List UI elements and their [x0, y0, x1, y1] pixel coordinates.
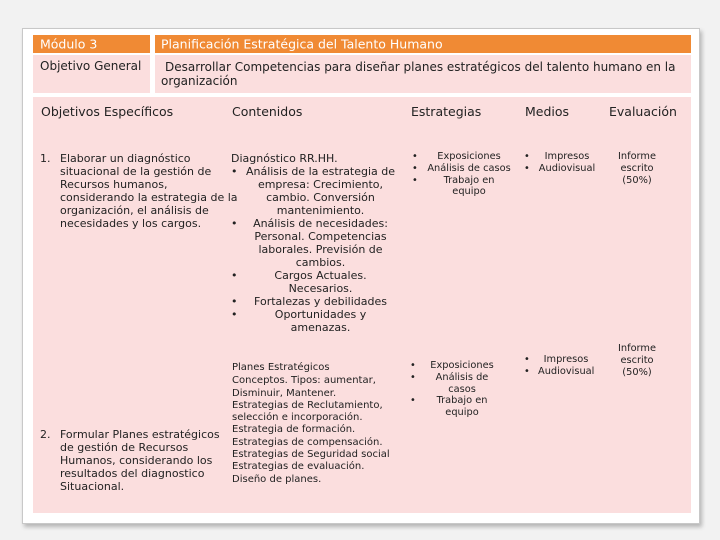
list-item: • Audiovisual: [524, 366, 594, 378]
col-header-evaluacion: Evaluación: [609, 104, 677, 119]
list-item: • Análisis de casos: [410, 372, 500, 396]
contenido-2-line: selección e incorporación.: [232, 412, 363, 424]
contenido-1: [231, 152, 396, 334]
list-item: • Audiovisual: [524, 163, 596, 175]
contenido-2-title: Planes Estratégicos: [232, 362, 330, 373]
col-header-medios: Medios: [525, 104, 570, 119]
list-item: • Fortalezas y debilidades: [231, 295, 396, 308]
objetivo-2-number: 2.: [40, 428, 51, 441]
list-item: • Análisis de la estrategia de empresa: Crecimiento, cambio. Conversión mantenimiento.: [231, 165, 396, 217]
col-header-contenidos: Contenidos: [232, 104, 303, 119]
objetivo-1-number: 1.: [40, 152, 51, 165]
objetivo-2-text: Formular Planes estratégicos de gestión de Recursos Humanos, considerando los resultados del diagnostico Situacional.: [60, 428, 220, 493]
contenido-2-line: Disminuir, Mantener.: [232, 387, 337, 399]
list-item: • Trabajo en equipo: [410, 395, 500, 419]
contenido-1-title: Diagnóstico RR.HH.: [231, 152, 338, 165]
estrategias-2: [410, 360, 500, 419]
objetivo-1-text: Elaborar un diagnóstico situacional de la gestión de Recursos humanos, considerando la estrategia de la organización, el análisis de necesidades y los cargos.: [60, 152, 238, 230]
list-item: • Trabajo en equipo: [412, 175, 512, 199]
contenido-2-line: Estrategias de compensación.: [232, 436, 383, 448]
list-item: • Análisis de necesidades: Personal. Competencias laborales. Previsión de cambios.: [231, 217, 396, 269]
evaluacion-2: Informe escrito (50%): [618, 343, 656, 378]
list-item: • Oportunidades y amenazas.: [231, 308, 396, 334]
list-item: • Impresos: [524, 151, 596, 163]
list-item: • Cargos Actuales. Necesarios.: [231, 269, 396, 295]
objetivo-1: [40, 152, 240, 230]
list-item: • Impresos: [524, 354, 594, 366]
col-header-estrategias: Estrategias: [411, 104, 482, 119]
col-header-objetivos: Objetivos Específicos: [41, 104, 174, 119]
contenido-2: [232, 362, 397, 486]
module-title: Planificación Estratégica del Talento Humano: [161, 36, 443, 52]
contenido-2-line: Estrategias de Reclutamiento,: [232, 399, 383, 411]
medios-1: [524, 151, 596, 175]
list-item: • Exposiciones: [410, 360, 500, 372]
general-text: Desarrollar Competencias para diseñar planes estratégicos del talento humano en la organización: [161, 60, 676, 88]
module-label: Módulo 3: [40, 36, 98, 52]
list-item: • Exposiciones: [412, 151, 512, 163]
contenido-1-list: [231, 165, 396, 334]
contenido-2-line: Estrategia de formación.: [232, 424, 356, 436]
module-title-cell: [155, 35, 691, 53]
contenido-2-line: Estrategias de evaluación.: [232, 461, 365, 473]
contenido-2-line: Diseño de planes.: [232, 473, 322, 485]
module-label-cell: [33, 35, 150, 53]
medios-2: [524, 354, 594, 378]
evaluacion-1: Informe escrito (50%): [618, 151, 656, 186]
general-label: Objetivo General: [40, 59, 142, 73]
list-item: • Análisis de casos: [412, 163, 512, 175]
objetivo-2: [40, 428, 232, 493]
contenido-2-line: Conceptos. Tipos: aumentar,: [232, 375, 376, 387]
estrategias-1: [412, 151, 512, 198]
contenido-2-line: Estrategias de Seguridad social: [232, 449, 390, 461]
